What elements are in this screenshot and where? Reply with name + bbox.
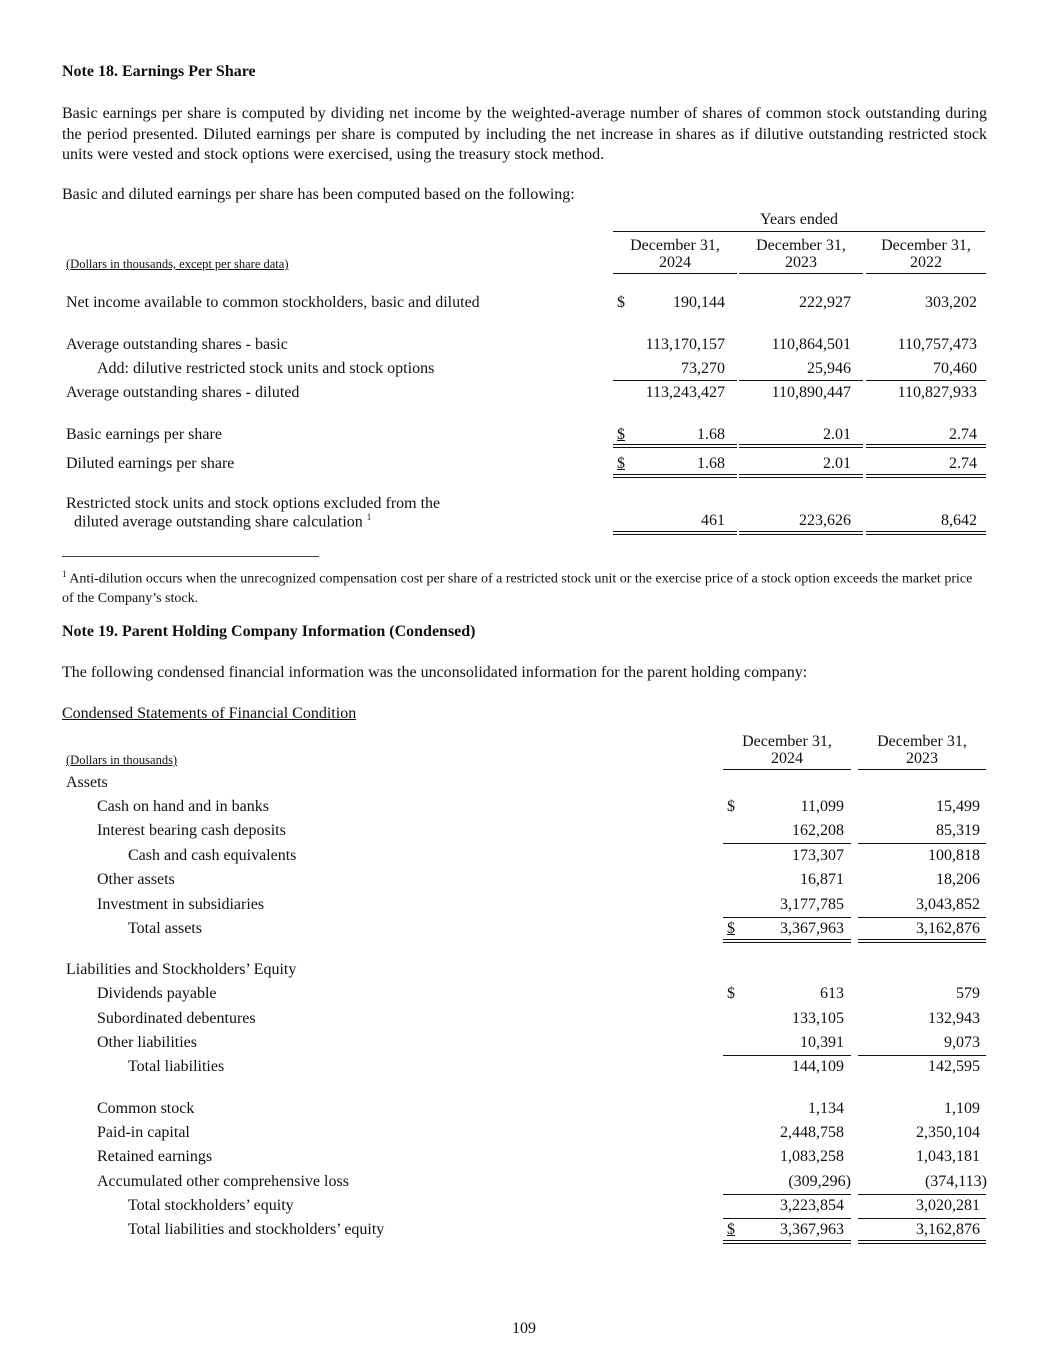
cell-value: 190,144 bbox=[673, 294, 725, 311]
cell-value: 11,099 bbox=[800, 798, 844, 815]
cell-value: 132,943 bbox=[928, 1010, 980, 1027]
row-label: Restricted stock units and stock options excluded from the bbox=[66, 495, 441, 512]
row-label: Investment in subsidiaries bbox=[97, 896, 265, 913]
col-2024: December 31, 2024 bbox=[742, 733, 832, 767]
statement-title: Condensed Statements of Financial Condition bbox=[62, 705, 357, 722]
cell-value: 1,043,181 bbox=[916, 1148, 980, 1165]
cell-value: 3,020,281 bbox=[916, 1197, 980, 1214]
currency-sign: $ bbox=[727, 1221, 735, 1238]
row-label: Add: dilutive restricted stock units and stock options bbox=[97, 360, 435, 377]
cell-value: 110,864,501 bbox=[771, 336, 851, 353]
cell-value: 3,223,854 bbox=[780, 1197, 844, 1214]
col-2024: December 31, 2024 bbox=[630, 237, 720, 271]
cell-value: 2.01 bbox=[823, 455, 851, 472]
note18-title: Note 18. Earnings Per Share bbox=[62, 63, 256, 80]
cell-value: 3,162,876 bbox=[916, 920, 980, 937]
total-double-rule bbox=[739, 444, 863, 448]
cell-value: 100,818 bbox=[928, 847, 980, 864]
assets-header: Assets bbox=[66, 774, 108, 791]
subtotal-rule bbox=[723, 1218, 851, 1219]
footnote-separator bbox=[62, 556, 319, 557]
cell-value: 8,642 bbox=[941, 512, 977, 529]
units-label: (Dollars in thousands, except per share data) bbox=[66, 257, 289, 271]
cell-value: 2.01 bbox=[823, 426, 851, 443]
note19-title: Note 19. Parent Holding Company Information (Condensed) bbox=[62, 623, 476, 640]
cell-value: (309,296) bbox=[788, 1173, 851, 1190]
cell-value: 2,448,758 bbox=[780, 1124, 844, 1141]
footnote: $^1$ Anti-dilution occurs when the unrecognized compensation cost per share of a restricted stock unit or the exercise price of a stock option exceeds the market price of the Company’s stock. bbox=[62, 569, 973, 606]
years-ended-header: Years ended bbox=[760, 211, 838, 228]
currency-sign: $ bbox=[727, 920, 735, 937]
row-label: Other liabilities bbox=[97, 1034, 197, 1051]
cell-value: 70,460 bbox=[933, 360, 977, 377]
row-label: Interest bearing cash deposits bbox=[97, 822, 286, 839]
cell-value: 3,367,963 bbox=[780, 920, 844, 937]
cell-value: 1.68 bbox=[697, 455, 725, 472]
row-label: Net income available to common stockholders, basic and diluted bbox=[66, 294, 480, 311]
col-rule bbox=[866, 273, 986, 274]
row-label: Diluted earnings per share bbox=[66, 455, 235, 472]
cell-value: 3,043,852 bbox=[916, 896, 980, 913]
col-2023: December 31, 2023 bbox=[877, 733, 967, 767]
cell-value: 113,170,157 bbox=[645, 336, 725, 353]
cell-value: 110,757,473 bbox=[897, 336, 977, 353]
footnote-mark: 1 bbox=[62, 569, 67, 579]
row-label: Dividends payable bbox=[97, 985, 217, 1002]
col-rule bbox=[739, 273, 863, 274]
cell-value: 10,391 bbox=[800, 1034, 844, 1051]
cell-value: 110,827,933 bbox=[897, 384, 977, 401]
cell-value: 1,083,258 bbox=[780, 1148, 844, 1165]
cell-value: 162,208 bbox=[792, 822, 844, 839]
cell-value: 9,073 bbox=[944, 1034, 980, 1051]
row-label: Total liabilities and stockholders’ equity bbox=[128, 1221, 385, 1238]
row-label: Paid-in capital bbox=[97, 1124, 190, 1141]
row-label: Total assets bbox=[128, 920, 202, 937]
cell-value: 2.74 bbox=[949, 426, 977, 443]
cell-value: 579 bbox=[956, 985, 980, 1002]
currency-sign: $ bbox=[617, 455, 625, 472]
cell-value: 3,367,963 bbox=[780, 1221, 844, 1238]
cell-value: 613 bbox=[820, 985, 844, 1002]
cell-value: 2.74 bbox=[949, 455, 977, 472]
total-double-rule bbox=[866, 531, 986, 535]
row-label: Cash and cash equivalents bbox=[128, 847, 297, 864]
cell-value: 303,202 bbox=[925, 294, 977, 311]
cell-value: 16,871 bbox=[800, 871, 844, 888]
row-label: Total liabilities bbox=[128, 1058, 225, 1075]
cell-value: 110,890,447 bbox=[771, 384, 851, 401]
col-rule bbox=[858, 769, 986, 770]
cell-value: (374,113) bbox=[924, 1173, 987, 1190]
total-double-rule bbox=[858, 1240, 986, 1244]
row-label: Average outstanding shares - diluted bbox=[66, 384, 300, 401]
col-2023: December 31, 2023 bbox=[756, 237, 846, 271]
cell-value: 85,319 bbox=[936, 822, 980, 839]
row-label-cont: diluted average outstanding share calculation $^1$ bbox=[74, 512, 372, 531]
subtotal-rule bbox=[858, 843, 986, 844]
row-label: Cash on hand and in banks bbox=[97, 798, 269, 815]
row-label: Common stock bbox=[97, 1100, 195, 1117]
subtotal-rule bbox=[723, 917, 851, 918]
currency-sign: $ bbox=[617, 294, 625, 311]
subtotal-rule bbox=[613, 380, 737, 381]
total-double-rule bbox=[866, 474, 986, 478]
header-rule bbox=[613, 231, 985, 232]
col-rule bbox=[723, 769, 851, 770]
currency-sign: $ bbox=[727, 798, 735, 815]
col-rule bbox=[613, 273, 737, 274]
row-label: Accumulated other comprehensive loss bbox=[97, 1173, 349, 1190]
row-label: Basic earnings per share bbox=[66, 426, 222, 443]
cell-value: 461 bbox=[701, 512, 725, 529]
currency-sign: $ bbox=[617, 426, 625, 443]
cell-value: 15,499 bbox=[936, 798, 980, 815]
liabilities-header: Liabilities and Stockholders’ Equity bbox=[66, 961, 297, 978]
cell-value: 133,105 bbox=[792, 1010, 844, 1027]
subtotal-rule bbox=[858, 1055, 986, 1056]
subtotal-rule bbox=[723, 1055, 851, 1056]
cell-value: 3,177,785 bbox=[780, 896, 844, 913]
total-double-rule bbox=[613, 444, 737, 448]
total-double-rule bbox=[723, 939, 851, 943]
cell-value: 142,595 bbox=[928, 1058, 980, 1075]
note19-intro: The following condensed financial information was the unconsolidated information for the parent holding company: bbox=[62, 664, 808, 681]
units-label: (Dollars in thousands) bbox=[66, 753, 178, 767]
total-double-rule bbox=[613, 474, 737, 478]
row-label: Subordinated debentures bbox=[97, 1010, 256, 1027]
note18-intro: Basic and diluted earnings per share has been computed based on the following: bbox=[62, 186, 575, 203]
total-double-rule bbox=[613, 531, 737, 535]
cell-value: 3,162,876 bbox=[916, 1221, 980, 1238]
cell-value: 223,626 bbox=[799, 512, 851, 529]
total-double-rule bbox=[723, 1240, 851, 1244]
total-double-rule bbox=[739, 531, 863, 535]
subtotal-rule bbox=[866, 380, 986, 381]
currency-sign: $ bbox=[727, 985, 735, 1002]
cell-value: 173,307 bbox=[792, 847, 844, 864]
subtotal-rule bbox=[858, 917, 986, 918]
cell-value: 1,134 bbox=[808, 1100, 844, 1117]
cell-value: 2,350,104 bbox=[916, 1124, 980, 1141]
row-label: Total stockholders’ equity bbox=[128, 1197, 294, 1214]
total-double-rule bbox=[739, 474, 863, 478]
subtotal-rule bbox=[723, 843, 851, 844]
cell-value: 222,927 bbox=[799, 294, 851, 311]
footnote-reference: 1 bbox=[366, 512, 372, 522]
cell-value: 18,206 bbox=[936, 871, 980, 888]
cell-value: 113,243,427 bbox=[645, 384, 725, 401]
col-2022: December 31, 2022 bbox=[881, 237, 971, 271]
cell-value: 25,946 bbox=[807, 360, 851, 377]
page-number: 109 bbox=[512, 1320, 536, 1337]
row-label: Retained earnings bbox=[97, 1148, 213, 1165]
row-label: Other assets bbox=[97, 871, 175, 888]
row-label: Average outstanding shares - basic bbox=[66, 336, 288, 353]
subtotal-rule bbox=[858, 1194, 986, 1195]
subtotal-rule bbox=[739, 380, 863, 381]
subtotal-rule bbox=[723, 1194, 851, 1195]
cell-value: 1,109 bbox=[944, 1100, 980, 1117]
total-double-rule bbox=[858, 939, 986, 943]
cell-value: 1.68 bbox=[697, 426, 725, 443]
cell-value: 144,109 bbox=[792, 1058, 844, 1075]
cell-value: 73,270 bbox=[681, 360, 725, 377]
note18-paragraph: Basic earnings per share is computed by dividing net income by the weighted-average number of shares of common stock outstanding during the period presented. Diluted earnings per share is computed by including the net increase in shares as if dilutive outstanding restricted stock units were vested and stock options were exercised, using the treasury stock method. bbox=[62, 105, 987, 163]
subtotal-rule bbox=[858, 1218, 986, 1219]
total-double-rule bbox=[866, 444, 986, 448]
